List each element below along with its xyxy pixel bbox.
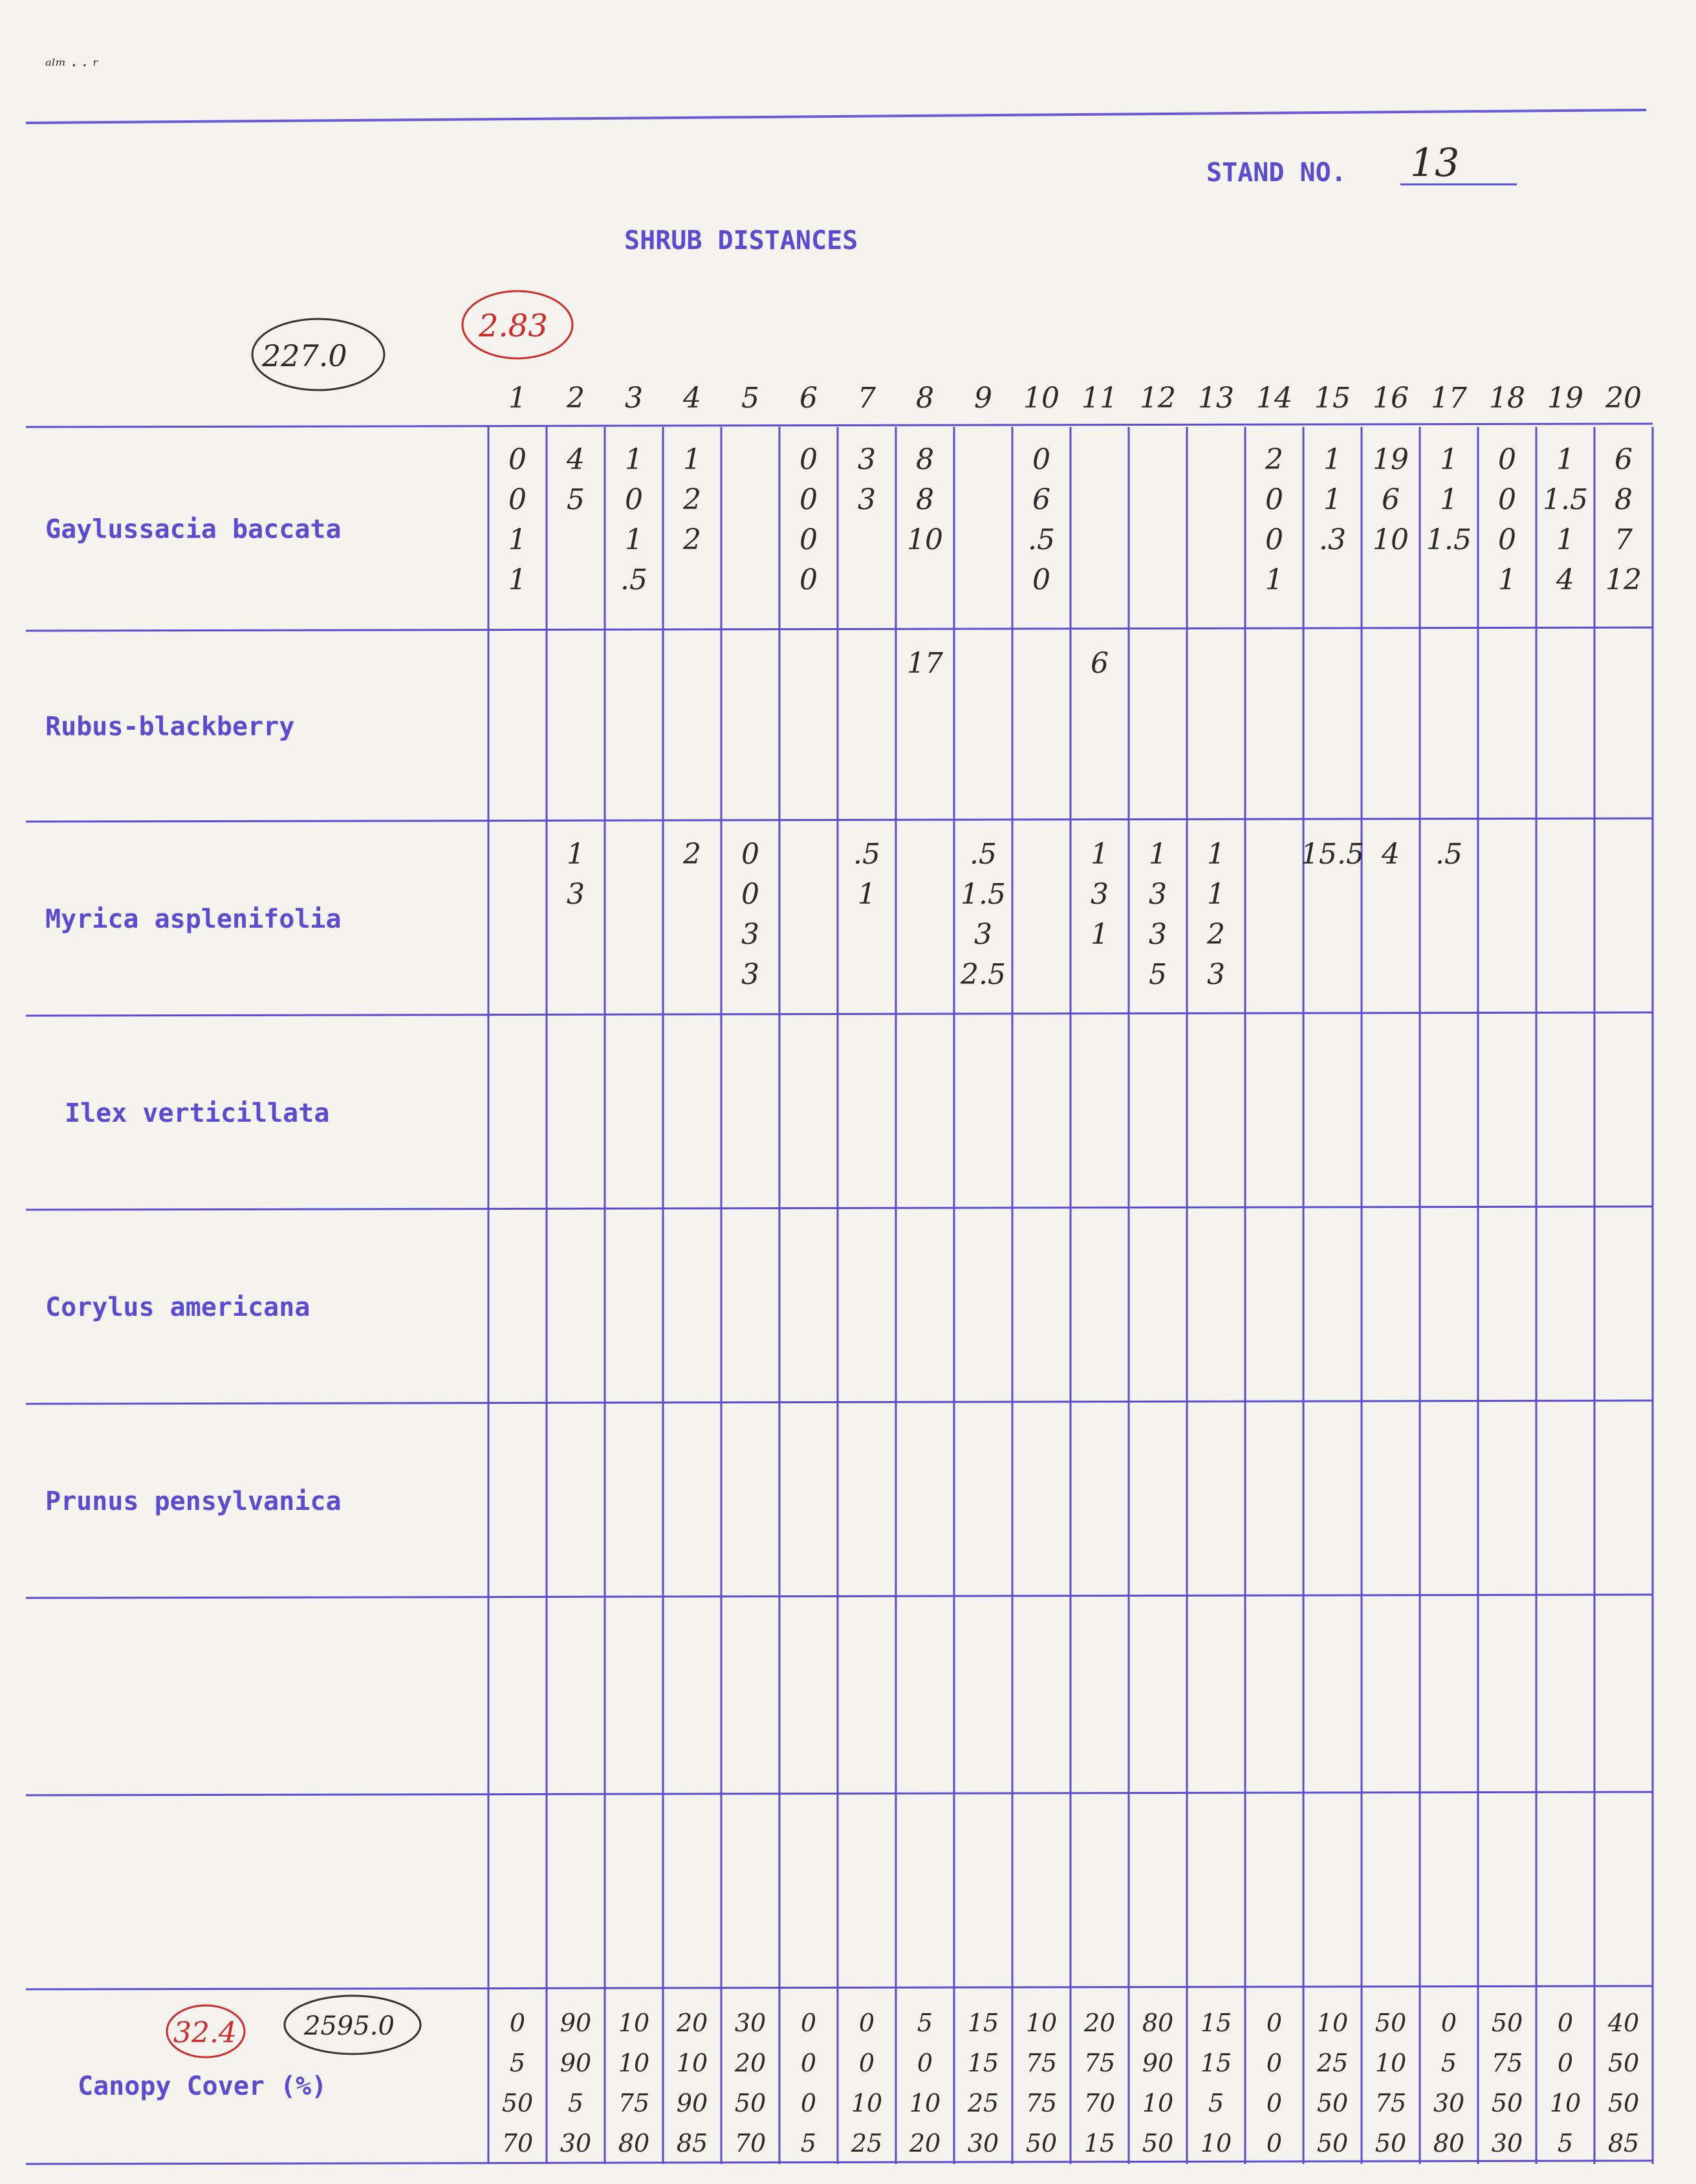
cell-value: 0	[1265, 483, 1283, 516]
cell-value: 1.5	[1543, 483, 1588, 516]
cell-value: .5	[970, 838, 997, 871]
canopy-value: 15	[1083, 2129, 1116, 2157]
column-header: 14	[1256, 382, 1292, 415]
row-rule	[26, 1207, 1653, 1210]
canopy-value: 0	[1266, 2009, 1283, 2037]
row-rule	[26, 1401, 1653, 1404]
cell-value: 19	[1373, 443, 1409, 476]
canopy-value: 90	[560, 2049, 592, 2077]
cell-value: 0	[1032, 443, 1050, 476]
cell-value: 0	[741, 838, 759, 871]
row-rule	[26, 2161, 1653, 2164]
canopy-value: 0	[1266, 2129, 1283, 2157]
canopy-value: 75	[1025, 2049, 1058, 2077]
canopy-value: 0	[1266, 2089, 1283, 2117]
canopy-value: 30	[1491, 2129, 1523, 2157]
cell-value: .5	[620, 563, 647, 596]
canopy-value: 85	[676, 2129, 708, 2157]
canopy-value: 5	[1208, 2089, 1224, 2117]
column-header: 15	[1314, 382, 1351, 415]
cell-value: 0	[625, 483, 643, 516]
canopy-value: 75	[1375, 2089, 1407, 2117]
cell-value: 0	[741, 878, 759, 911]
canopy-value: 50	[1375, 2009, 1407, 2037]
cell-value: 1	[1265, 563, 1283, 596]
cell-value: 6	[1032, 483, 1050, 516]
row-rule	[26, 1986, 1653, 1989]
canopy-value: 25	[967, 2089, 999, 2117]
canopy-value: 0	[1557, 2009, 1574, 2037]
cell-value: 2	[1207, 918, 1225, 951]
canopy-value: 0	[800, 2049, 817, 2077]
cell-value: 0	[1498, 483, 1516, 516]
cell-value: 5	[567, 483, 585, 516]
cell-value: 0	[799, 523, 818, 556]
stand-number: 13	[1410, 140, 1460, 186]
cell-value: 5	[1149, 958, 1167, 991]
species-label: Corylus americana	[45, 1293, 310, 1322]
cell-value: 15.5	[1301, 838, 1364, 871]
column-header: 16	[1373, 382, 1409, 415]
cell-value: 8	[916, 443, 934, 476]
canopy-value: 5	[1441, 2049, 1457, 2077]
cell-value: 12	[1605, 563, 1642, 596]
canopy-value: 70	[1083, 2089, 1116, 2117]
cell-value: 7	[1614, 523, 1633, 556]
canopy-value: 5	[917, 2009, 933, 2037]
stand-label: STAND NO.	[1206, 158, 1347, 188]
canopy-value: 80	[618, 2129, 650, 2157]
cell-value: 0	[799, 483, 818, 516]
cell-value: 1	[1149, 838, 1167, 871]
canopy-value: 10	[1316, 2009, 1349, 2037]
cell-value: 0	[799, 443, 818, 476]
canopy-value: 10	[1549, 2089, 1582, 2117]
canopy-value: 40	[1607, 2009, 1640, 2037]
cell-value: .5	[1028, 523, 1055, 556]
canopy-value: 50	[1375, 2129, 1407, 2157]
column-header: 13	[1198, 382, 1234, 415]
cell-value: 0	[799, 563, 818, 596]
row-rule	[26, 1012, 1653, 1016]
canopy-value: 15	[1200, 2049, 1232, 2077]
canopy-value: 80	[1433, 2129, 1465, 2157]
cell-value: .3	[1319, 523, 1346, 556]
canopy-value: 80	[1142, 2009, 1174, 2037]
column-header: 8	[916, 382, 934, 415]
column-header: 3	[625, 382, 643, 415]
canopy-value: 30	[734, 2009, 766, 2037]
canopy-label: Canopy Cover (%)	[78, 2071, 327, 2101]
canopy-value: 25	[1316, 2049, 1349, 2077]
canopy-value: 10	[618, 2009, 650, 2037]
column-header: 11	[1082, 382, 1118, 415]
canopy-value: 10	[1142, 2089, 1174, 2117]
top-rule	[26, 110, 1646, 123]
canopy-value: 10	[676, 2049, 708, 2077]
column-header: 1	[508, 382, 527, 415]
cell-value: 3	[741, 918, 759, 951]
canopy-value: 50	[1316, 2089, 1349, 2117]
canopy-value: 5	[1557, 2129, 1574, 2157]
canopy-value: 50	[501, 2089, 534, 2117]
column-header: 6	[799, 382, 818, 415]
species-label: Gaylussacia baccata	[45, 514, 342, 545]
canopy-value: 0	[1441, 2009, 1457, 2037]
canopy-value: 90	[676, 2089, 708, 2117]
cell-value: 1	[1323, 483, 1342, 516]
cell-value: 1	[1207, 878, 1225, 911]
column-header: 17	[1431, 382, 1467, 415]
canopy-value: 30	[560, 2129, 592, 2157]
species-label: Ilex verticillata	[65, 1098, 330, 1128]
cell-value: 1	[1556, 443, 1574, 476]
row-rule	[26, 628, 1653, 631]
canopy-value: 50	[1491, 2009, 1523, 2037]
column-header: 7	[858, 382, 876, 415]
cell-value: 3	[1207, 958, 1225, 991]
cell-value: 1	[1440, 483, 1458, 516]
cell-value: 0	[508, 483, 527, 516]
cell-value: 0	[508, 443, 527, 476]
canopy-value: 50	[1142, 2129, 1174, 2157]
cell-value: 1	[1556, 523, 1574, 556]
canopy-value: 0	[1266, 2049, 1283, 2077]
canopy-value: 10	[909, 2089, 941, 2117]
column-header: 9	[974, 382, 992, 415]
canopy-value: 30	[967, 2129, 999, 2157]
cell-value: 2	[683, 838, 701, 871]
canopy-value: 75	[618, 2089, 650, 2117]
canopy-value: 5	[509, 2049, 526, 2077]
canopy-value: 15	[967, 2049, 999, 2077]
canopy-value: 10	[851, 2089, 883, 2117]
cell-value: 0	[1498, 523, 1516, 556]
cell-value: 4	[567, 443, 585, 476]
canopy-value: 50	[734, 2089, 766, 2117]
cell-value: 1	[625, 443, 643, 476]
cell-value: .5	[853, 838, 880, 871]
canopy-value: 20	[734, 2049, 766, 2077]
cell-value: 3	[1091, 878, 1109, 911]
cell-value: 8	[916, 483, 934, 516]
cell-value: 6	[1091, 647, 1109, 680]
cell-value: .5	[1435, 838, 1462, 871]
cell-value: 2	[683, 483, 701, 516]
cell-value: 1	[683, 443, 701, 476]
canopy-value: 0	[509, 2009, 526, 2037]
species-label: Rubus-blackberry	[45, 712, 295, 742]
cell-value: 17	[907, 647, 943, 680]
cell-value: 1	[1440, 443, 1458, 476]
cell-value: 2	[1265, 443, 1283, 476]
column-header: 18	[1489, 382, 1525, 415]
canopy-value: 75	[1025, 2089, 1058, 2117]
canopy-value: 10	[1200, 2129, 1232, 2157]
cell-value: 4	[1382, 838, 1400, 871]
cell-value: 1	[1498, 563, 1516, 596]
cell-value: 0	[1498, 443, 1516, 476]
cell-value: 3	[858, 443, 876, 476]
column-header: 10	[1023, 382, 1060, 415]
cell-value: 1	[1207, 838, 1225, 871]
cell-value: 1	[858, 878, 876, 911]
cell-value: 3	[567, 878, 585, 911]
circled-mean: 2.83	[479, 308, 548, 344]
canopy-value: 75	[1083, 2049, 1116, 2077]
row-rule	[26, 818, 1653, 822]
column-header: 5	[741, 382, 759, 415]
column-header: 12	[1140, 382, 1176, 415]
canopy-value: 0	[800, 2089, 817, 2117]
canopy-value: 0	[858, 2049, 875, 2077]
cell-value: 3	[858, 483, 876, 516]
cell-value: 1.5	[1426, 523, 1472, 556]
canopy-value: 0	[858, 2009, 875, 2037]
faint-corner-marks: ᵃˡᵐ · · ʳ	[45, 56, 99, 76]
row-rule	[26, 1792, 1653, 1795]
canopy-value: 70	[501, 2129, 534, 2157]
column-header: 20	[1605, 382, 1642, 415]
circled-total: 227.0	[262, 338, 347, 373]
row-rule	[26, 424, 1653, 427]
cell-value: 6	[1614, 443, 1633, 476]
canopy-value: 85	[1607, 2129, 1640, 2157]
page-title: SHRUB DISTANCES	[624, 226, 858, 256]
cell-value: 10	[907, 523, 943, 556]
canopy-value: 10	[1375, 2049, 1407, 2077]
canopy-value: 25	[851, 2129, 883, 2157]
cell-value: 1	[1091, 838, 1109, 871]
canopy-value: 50	[1316, 2129, 1349, 2157]
cell-value: 1	[508, 523, 527, 556]
cell-value: 0	[1032, 563, 1050, 596]
canopy-value: 15	[967, 2009, 999, 2037]
canopy-value: 50	[1607, 2089, 1640, 2117]
cell-value: 1.5	[961, 878, 1006, 911]
canopy-value: 0	[1557, 2049, 1574, 2077]
canopy-value: 70	[734, 2129, 766, 2157]
canopy-value: 10	[1025, 2009, 1058, 2037]
cell-value: 1	[1091, 918, 1109, 951]
cell-value: 2	[683, 523, 701, 556]
canopy-value: 15	[1200, 2009, 1232, 2037]
canopy-value: 0	[917, 2049, 933, 2077]
cell-value: 3	[741, 958, 759, 991]
canopy-value: 75	[1491, 2049, 1523, 2077]
cell-value: 3	[974, 918, 992, 951]
canopy-value: 50	[1607, 2049, 1640, 2077]
canopy-value: 50	[1025, 2129, 1058, 2157]
canopy-value: 90	[560, 2009, 592, 2037]
data-cells	[502, 443, 1642, 2157]
canopy-value: 30	[1433, 2089, 1465, 2117]
row-rule	[26, 1595, 1653, 1598]
cell-value: 3	[1149, 918, 1167, 951]
cell-value: 10	[1373, 523, 1409, 556]
column-header: 4	[683, 382, 701, 415]
cell-value: 1	[625, 523, 643, 556]
canopy-value: 0	[800, 2009, 817, 2037]
cell-value: 6	[1382, 483, 1400, 516]
cell-value: 0	[1265, 523, 1283, 556]
species-label: Prunus pensylvanica	[45, 1487, 342, 1516]
species-label: Myrica asplenifolia	[45, 904, 342, 934]
cell-value: 1	[1323, 443, 1342, 476]
canopy-circled-total: 2595.0	[304, 2011, 395, 2041]
column-header: 2	[567, 382, 585, 415]
cell-value: 1	[508, 563, 527, 596]
canopy-value: 5	[800, 2129, 817, 2157]
cell-value: 4	[1556, 563, 1574, 596]
cell-value: 3	[1149, 878, 1167, 911]
canopy-value: 90	[1142, 2049, 1174, 2077]
canopy-value: 5	[567, 2089, 584, 2117]
canopy-circled-mean: 32.4	[173, 2016, 237, 2049]
cell-value: 8	[1614, 483, 1633, 516]
canopy-value: 20	[1083, 2009, 1116, 2037]
column-headers	[508, 382, 1642, 415]
canopy-value: 50	[1491, 2089, 1523, 2117]
canopy-value: 10	[618, 2049, 650, 2077]
canopy-value: 20	[909, 2129, 941, 2157]
cell-value: 1	[567, 838, 585, 871]
column-header: 19	[1547, 382, 1583, 415]
canopy-value: 20	[676, 2009, 708, 2037]
cell-value: 2.5	[961, 958, 1006, 991]
